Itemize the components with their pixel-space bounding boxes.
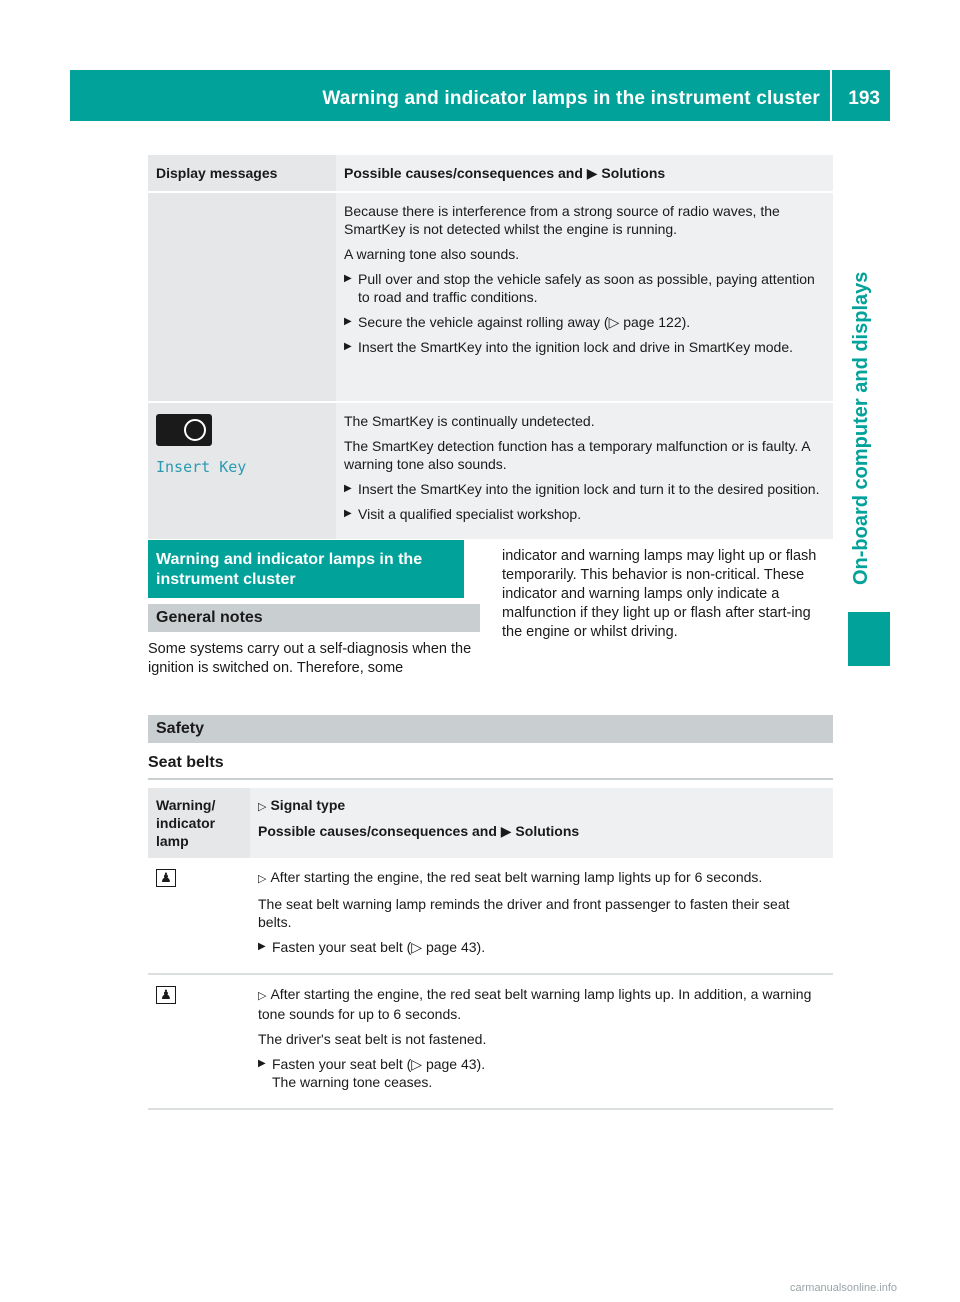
page-number: 193 [848,88,880,109]
section-heading: Warning and indicator lamps in the instrument cluster [148,540,464,598]
solution-step: ▶ Insert the SmartKey into the ignition lock and drive in SmartKey mode. [344,338,825,356]
general-notes-text-left: Some systems carry out a self-diagnosis when the ignition is switched on. Therefore, some [148,641,472,676]
solution-step: ▶ Visit a qualified specialist workshop. [344,505,825,523]
display-messages-table [148,155,833,539]
cause-text: The seat belt warning lamp reminds the driver and front passenger to fasten their seat belts. [258,896,790,930]
signal-cell [250,974,833,1109]
cause-text: The SmartKey detection function has a temporary malfunction or is faulty. A warning tone also sounds. [344,438,810,472]
lamp-cell [148,858,250,974]
signal-type-icon: ▷ [258,990,267,1002]
causes-cell [336,192,833,402]
solution-note: The warning tone ceases. [272,1074,433,1090]
display-message-insert-key: Insert Key [156,458,247,476]
header-separator [830,70,832,121]
signal-type-icon: ▷ [258,873,267,885]
divider [148,778,833,780]
solution-step: ▶ Fasten your seat belt (▷ page 43). [258,938,825,956]
signal-text: After starting the engine, the red seat belt warning lamp lights up. In addition, a warning tone sounds for up to 6 seconds. [258,986,812,1022]
cause-text: The SmartKey is continually undetected. [344,413,595,429]
cause-text: The driver's seat belt is not fastened. [258,1031,487,1047]
col-warning-lamp: Warning/ indicator lamp [148,788,250,858]
signal-cell [250,858,833,974]
solution-step: ▶ Secure the vehicle against rolling away (▷ page 122). [344,313,825,331]
seat-belt-icon: ♟ [156,869,176,887]
causes-label: Possible causes/consequences and ▶ Solutions [258,823,580,839]
display-cell-empty [148,192,336,402]
cause-text: Because there is interference from a strong source of radio waves, the SmartKey is not detected whilst the engine is running. [344,203,780,237]
table-header-row [148,788,833,858]
causes-cell [336,402,833,539]
header-title: Warning and indicator lamps in the instrument cluster [322,88,820,109]
cause-text: A warning tone also sounds. [344,246,520,262]
solution-step: ▶ Insert the SmartKey into the ignition lock and turn it to the desired position. [344,480,825,498]
side-chapter-tab [848,612,890,666]
smartkey-icon [156,414,212,446]
side-chapter-label: On-board computer and displays [850,271,872,585]
display-cell [148,402,336,539]
col-signal-causes [250,788,833,858]
seat-belts-heading: Seat belts [148,754,224,771]
solution-step: ▶ Pull over and stop the vehicle safely as soon as possible, paying attention to road and traffic conditions. [344,270,825,306]
table-header-row [148,155,833,192]
col-display-messages: Display messages [148,155,336,192]
watermark: carmanualsonline.info [790,1282,898,1294]
table-row [148,858,833,974]
general-notes-text-right: indicator and warning lamps may light up or flash temporarily. This behavior is non-critical. These indicator and warning lamps only indicate a malfunction if they light up or flash after start-ing the engine or whilst driving. [502,548,817,640]
seat-belts-table [148,788,833,1110]
table-row [148,192,833,402]
lamp-cell [148,974,250,1109]
signal-type-icon: ▷ [258,801,267,813]
table-row [148,974,833,1109]
col-causes-solutions: Possible causes/consequences and ▶ Solutions [336,155,833,192]
solution-step: ▶ Fasten your seat belt (▷ page 43). [258,1055,825,1073]
subsection-heading: General notes [148,604,480,632]
seat-belt-icon: ♟ [156,986,176,1004]
table-row [148,402,833,539]
safety-heading: Safety [148,715,833,743]
signal-type-label: Signal type [270,797,346,813]
signal-text: After starting the engine, the red seat belt warning lamp lights up for 6 seconds. [270,869,763,885]
page-header [70,70,890,121]
